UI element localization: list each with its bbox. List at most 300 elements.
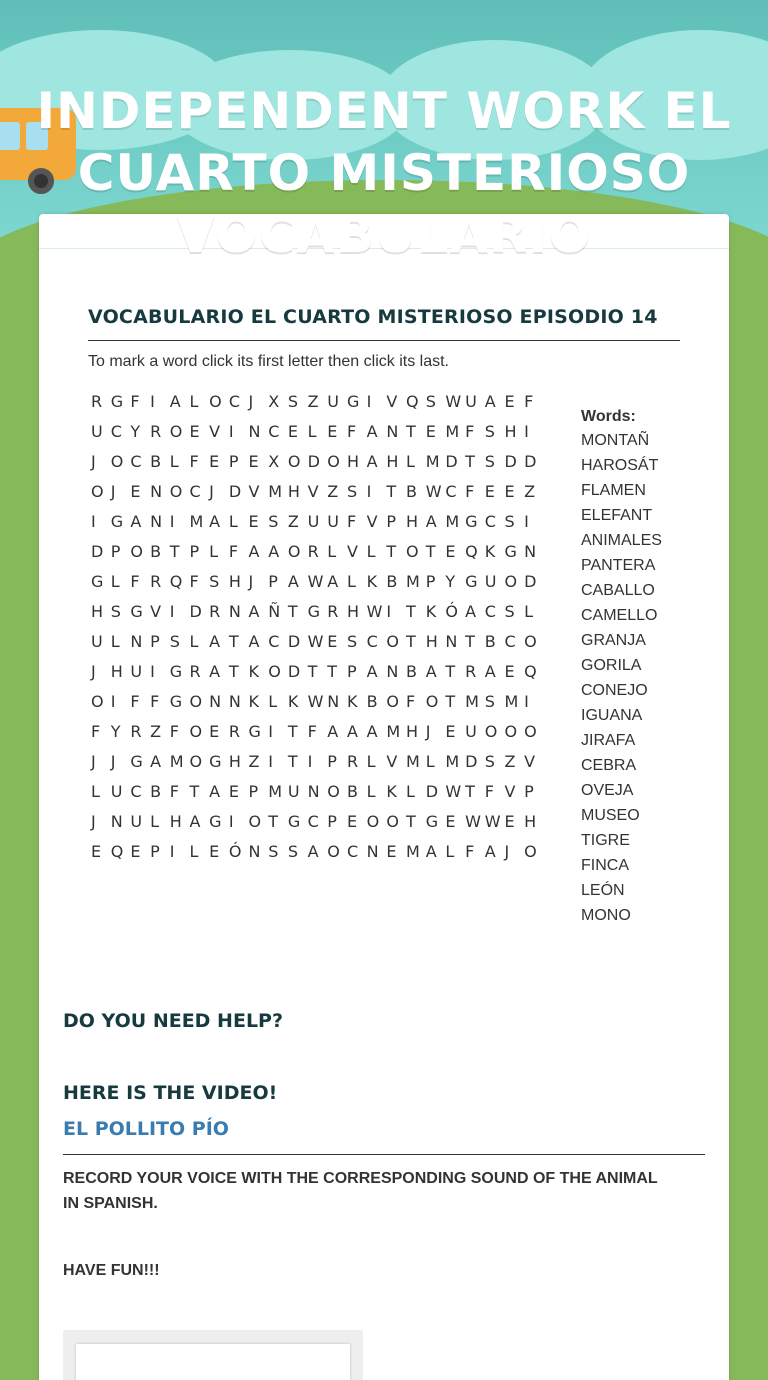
- grid-letter[interactable]: I: [307, 752, 313, 771]
- grid-letter[interactable]: T: [406, 632, 416, 651]
- grid-letter[interactable]: F: [228, 542, 239, 561]
- grid-letter[interactable]: N: [307, 782, 320, 801]
- grid-letter[interactable]: L: [327, 542, 337, 561]
- grid-letter[interactable]: K: [287, 692, 299, 711]
- grid-letter[interactable]: D: [307, 452, 320, 471]
- grid-letter[interactable]: J: [91, 752, 96, 771]
- grid-letter[interactable]: J: [110, 482, 116, 501]
- grid-letter[interactable]: H: [287, 482, 300, 501]
- grid-letter[interactable]: T: [386, 482, 397, 501]
- grid-letter[interactable]: B: [484, 632, 496, 651]
- grid-letter[interactable]: E: [445, 542, 456, 561]
- grid-letter[interactable]: W: [425, 482, 442, 501]
- grid-letter[interactable]: H: [386, 452, 399, 471]
- grid-letter[interactable]: S: [504, 512, 515, 531]
- grid-letter[interactable]: E: [91, 842, 102, 861]
- grid-letter[interactable]: O: [209, 392, 222, 411]
- grid-letter[interactable]: A: [169, 392, 181, 411]
- grid-letter[interactable]: S: [484, 422, 495, 441]
- grid-letter[interactable]: E: [228, 782, 239, 801]
- grid-letter[interactable]: A: [366, 662, 378, 681]
- grid-letter[interactable]: G: [425, 812, 439, 831]
- grid-letter[interactable]: C: [445, 482, 457, 501]
- grid-letter[interactable]: N: [386, 662, 399, 681]
- grid-letter[interactable]: C: [268, 422, 280, 441]
- grid-letter[interactable]: O: [524, 842, 537, 861]
- grid-letter[interactable]: T: [189, 782, 200, 801]
- grid-letter[interactable]: A: [268, 542, 280, 561]
- grid-letter[interactable]: A: [307, 842, 319, 861]
- grid-letter[interactable]: K: [484, 542, 496, 561]
- grid-letter[interactable]: A: [465, 602, 477, 621]
- grid-letter[interactable]: E: [445, 722, 456, 741]
- grid-letter[interactable]: M: [406, 752, 420, 771]
- grid-letter[interactable]: G: [91, 572, 104, 591]
- grid-letter[interactable]: S: [504, 602, 515, 621]
- grid-letter[interactable]: F: [484, 782, 494, 801]
- grid-letter[interactable]: O: [189, 692, 203, 711]
- grid-letter[interactable]: S: [268, 842, 279, 861]
- grid-letter[interactable]: O: [169, 482, 183, 501]
- grid-letter[interactable]: F: [130, 572, 140, 591]
- grid-letter[interactable]: D: [524, 452, 537, 471]
- grid-letter[interactable]: H: [91, 602, 104, 621]
- grid-letter[interactable]: I: [268, 752, 273, 771]
- grid-letter[interactable]: M: [268, 782, 282, 801]
- grid-letter[interactable]: I: [110, 692, 116, 711]
- grid-letter[interactable]: T: [445, 662, 456, 681]
- grid-letter[interactable]: N: [248, 422, 261, 441]
- grid-letter[interactable]: O: [130, 542, 143, 561]
- grid-letter[interactable]: Q: [110, 842, 124, 861]
- grid-letter[interactable]: W: [307, 632, 324, 651]
- grid-letter[interactable]: E: [327, 632, 338, 651]
- grid-letter[interactable]: O: [327, 782, 340, 801]
- grid-letter[interactable]: E: [209, 722, 220, 741]
- grid-letter[interactable]: N: [228, 602, 241, 621]
- grid-letter[interactable]: E: [504, 812, 515, 831]
- grid-letter[interactable]: F: [346, 422, 357, 441]
- grid-letter[interactable]: C: [484, 602, 496, 621]
- grid-letter[interactable]: U: [307, 512, 320, 531]
- grid-letter[interactable]: I: [366, 482, 372, 501]
- grid-letter[interactable]: D: [465, 752, 478, 771]
- grid-letter[interactable]: D: [287, 662, 301, 681]
- grid-letter[interactable]: T: [465, 782, 475, 801]
- grid-letter[interactable]: R: [307, 542, 319, 561]
- grid-letter[interactable]: X: [268, 452, 280, 471]
- grid-letter[interactable]: A: [209, 632, 221, 651]
- grid-letter[interactable]: R: [346, 752, 359, 771]
- grid-letter[interactable]: O: [524, 722, 537, 741]
- grid-letter[interactable]: O: [248, 812, 262, 831]
- grid-letter[interactable]: L: [406, 782, 415, 801]
- grid-letter[interactable]: R: [150, 572, 162, 591]
- grid-letter[interactable]: K: [248, 662, 259, 681]
- grid-letter[interactable]: O: [287, 452, 301, 471]
- grid-letter[interactable]: R: [209, 602, 221, 621]
- grid-letter[interactable]: P: [327, 752, 337, 771]
- grid-letter[interactable]: P: [425, 572, 436, 591]
- grid-letter[interactable]: T: [287, 722, 298, 741]
- grid-letter[interactable]: X: [268, 392, 280, 411]
- grid-letter[interactable]: U: [465, 392, 477, 411]
- grid-letter[interactable]: P: [150, 632, 160, 651]
- grid-letter[interactable]: G: [209, 812, 222, 831]
- grid-letter[interactable]: G: [169, 662, 183, 681]
- grid-letter[interactable]: A: [150, 752, 162, 771]
- grid-letter[interactable]: L: [445, 842, 455, 861]
- grid-letter[interactable]: N: [150, 512, 163, 531]
- grid-letter[interactable]: Y: [130, 422, 141, 441]
- grid-letter[interactable]: F: [91, 722, 101, 741]
- grid-letter[interactable]: J: [248, 572, 254, 591]
- grid-letter[interactable]: V: [150, 602, 162, 621]
- grid-letter[interactable]: Y: [445, 572, 456, 591]
- grid-letter[interactable]: A: [425, 512, 437, 531]
- grid-letter[interactable]: O: [504, 722, 518, 741]
- grid-letter[interactable]: F: [346, 512, 357, 531]
- grid-letter[interactable]: C: [484, 512, 496, 531]
- grid-letter[interactable]: A: [248, 542, 260, 561]
- grid-letter[interactable]: U: [327, 512, 339, 531]
- grid-letter[interactable]: H: [504, 422, 517, 441]
- grid-letter[interactable]: F: [150, 692, 160, 711]
- grid-letter[interactable]: W: [445, 782, 462, 801]
- grid-letter[interactable]: T: [228, 632, 239, 651]
- grid-letter[interactable]: G: [465, 512, 478, 531]
- grid-letter[interactable]: O: [425, 692, 439, 711]
- grid-letter[interactable]: Z: [504, 752, 516, 771]
- grid-letter[interactable]: T: [327, 662, 338, 681]
- grid-letter[interactable]: O: [327, 842, 340, 861]
- grid-letter[interactable]: P: [248, 782, 259, 801]
- grid-letter[interactable]: N: [248, 842, 261, 861]
- grid-letter[interactable]: R: [91, 392, 103, 411]
- grid-letter[interactable]: L: [189, 632, 199, 651]
- grid-letter[interactable]: F: [130, 392, 140, 411]
- grid-letter[interactable]: O: [110, 452, 124, 471]
- grid-letter[interactable]: J: [209, 482, 214, 501]
- grid-letter[interactable]: M: [406, 572, 420, 591]
- grid-letter[interactable]: W: [307, 572, 324, 591]
- grid-letter[interactable]: M: [189, 512, 204, 531]
- grid-letter[interactable]: J: [91, 812, 96, 831]
- grid-letter[interactable]: A: [130, 512, 142, 531]
- grid-letter[interactable]: H: [425, 632, 438, 651]
- grid-letter[interactable]: O: [366, 812, 380, 831]
- grid-letter[interactable]: T: [287, 752, 298, 771]
- grid-letter[interactable]: C: [228, 392, 240, 411]
- grid-letter[interactable]: E: [425, 422, 436, 441]
- grid-letter[interactable]: G: [248, 722, 261, 741]
- grid-letter[interactable]: U: [465, 722, 477, 741]
- grid-letter[interactable]: N: [150, 482, 163, 501]
- grid-letter[interactable]: T: [268, 812, 278, 831]
- grid-letter[interactable]: B: [406, 482, 417, 501]
- grid-letter[interactable]: C: [346, 842, 359, 861]
- grid-letter[interactable]: M: [445, 752, 460, 771]
- grid-letter[interactable]: B: [150, 782, 162, 801]
- grid-letter[interactable]: F: [169, 782, 179, 801]
- grid-letter[interactable]: L: [169, 452, 179, 471]
- grid-letter[interactable]: E: [504, 392, 515, 411]
- grid-letter[interactable]: G: [110, 392, 124, 411]
- grid-letter[interactable]: W: [307, 692, 324, 711]
- grid-letter[interactable]: U: [130, 662, 143, 681]
- grid-letter[interactable]: L: [228, 512, 238, 531]
- wordsearch-grid[interactable]: [91, 390, 544, 870]
- grid-letter[interactable]: G: [307, 602, 320, 621]
- grid-letter[interactable]: T: [406, 812, 416, 831]
- grid-letter[interactable]: K: [366, 572, 378, 591]
- grid-letter[interactable]: F: [465, 482, 475, 501]
- recorder-panel[interactable]: [76, 1344, 350, 1380]
- grid-letter[interactable]: E: [346, 812, 358, 831]
- grid-letter[interactable]: B: [386, 572, 398, 591]
- grid-letter[interactable]: F: [130, 692, 140, 711]
- grid-letter[interactable]: I: [524, 422, 529, 441]
- grid-letter[interactable]: A: [189, 812, 201, 831]
- grid-letter[interactable]: E: [248, 452, 259, 471]
- grid-letter[interactable]: V: [248, 482, 260, 501]
- grid-letter[interactable]: G: [110, 512, 124, 531]
- grid-letter[interactable]: N: [209, 692, 222, 711]
- grid-letter[interactable]: M: [465, 692, 479, 711]
- grid-letter[interactable]: A: [248, 632, 260, 651]
- grid-letter[interactable]: O: [327, 452, 340, 471]
- grid-letter[interactable]: S: [484, 752, 495, 771]
- grid-letter[interactable]: D: [287, 632, 301, 651]
- grid-letter[interactable]: O: [484, 722, 498, 741]
- grid-letter[interactable]: L: [346, 572, 356, 591]
- grid-letter[interactable]: T: [228, 662, 239, 681]
- grid-letter[interactable]: L: [91, 782, 100, 801]
- grid-letter[interactable]: O: [189, 752, 203, 771]
- grid-letter[interactable]: N: [386, 422, 399, 441]
- grid-letter[interactable]: P: [327, 812, 337, 831]
- grid-letter[interactable]: R: [228, 722, 240, 741]
- grid-letter[interactable]: J: [91, 662, 96, 681]
- grid-letter[interactable]: D: [445, 452, 458, 471]
- grid-letter[interactable]: Q: [169, 572, 183, 591]
- grid-letter[interactable]: P: [228, 452, 239, 471]
- grid-letter[interactable]: I: [386, 602, 392, 621]
- grid-letter[interactable]: U: [484, 572, 497, 591]
- grid-letter[interactable]: I: [169, 602, 175, 621]
- grid-letter[interactable]: T: [445, 692, 456, 711]
- grid-letter[interactable]: E: [130, 842, 141, 861]
- grid-letter[interactable]: L: [110, 572, 120, 591]
- grid-letter[interactable]: L: [150, 812, 159, 831]
- grid-letter[interactable]: L: [425, 752, 435, 771]
- grid-letter[interactable]: B: [406, 662, 417, 681]
- grid-letter[interactable]: R: [189, 662, 201, 681]
- grid-letter[interactable]: S: [287, 392, 299, 411]
- grid-letter[interactable]: M: [445, 422, 460, 441]
- grid-letter[interactable]: A: [346, 722, 358, 741]
- grid-letter[interactable]: C: [268, 632, 280, 651]
- grid-letter[interactable]: E: [445, 812, 456, 831]
- grid-letter[interactable]: A: [484, 842, 496, 861]
- grid-letter[interactable]: T: [169, 542, 180, 561]
- grid-letter[interactable]: G: [209, 752, 222, 771]
- grid-letter[interactable]: O: [504, 572, 518, 591]
- grid-letter[interactable]: A: [425, 842, 437, 861]
- grid-letter[interactable]: R: [130, 722, 142, 741]
- grid-letter[interactable]: E: [209, 452, 220, 471]
- grid-letter[interactable]: W: [465, 812, 481, 831]
- grid-letter[interactable]: F: [169, 722, 179, 741]
- grid-letter[interactable]: G: [130, 602, 143, 621]
- grid-letter[interactable]: P: [346, 662, 357, 681]
- grid-letter[interactable]: A: [209, 782, 221, 801]
- video-link[interactable]: EL POLLITO PÍO: [63, 1118, 229, 1140]
- grid-letter[interactable]: F: [189, 452, 199, 471]
- voice-recorder[interactable]: [63, 1330, 363, 1380]
- grid-letter[interactable]: I: [150, 392, 155, 411]
- grid-letter[interactable]: L: [366, 782, 376, 801]
- grid-letter[interactable]: S: [346, 632, 358, 651]
- grid-letter[interactable]: N: [228, 692, 241, 711]
- grid-letter[interactable]: B: [150, 452, 162, 471]
- grid-letter[interactable]: Z: [150, 722, 162, 741]
- grid-letter[interactable]: C: [504, 632, 516, 651]
- grid-letter[interactable]: L: [189, 842, 199, 861]
- grid-letter[interactable]: R: [150, 422, 162, 441]
- grid-letter[interactable]: M: [169, 752, 184, 771]
- grid-letter[interactable]: T: [386, 542, 397, 561]
- grid-letter[interactable]: J: [425, 722, 431, 741]
- grid-letter[interactable]: Q: [465, 542, 478, 561]
- grid-letter[interactable]: L: [406, 452, 415, 471]
- grid-letter[interactable]: F: [465, 422, 475, 441]
- grid-letter[interactable]: U: [91, 422, 103, 441]
- grid-letter[interactable]: D: [228, 482, 242, 501]
- grid-letter[interactable]: O: [169, 422, 183, 441]
- grid-letter[interactable]: L: [209, 542, 219, 561]
- grid-letter[interactable]: V: [386, 752, 398, 771]
- grid-letter[interactable]: Z: [248, 752, 260, 771]
- grid-letter[interactable]: I: [524, 512, 529, 531]
- grid-letter[interactable]: S: [484, 452, 495, 471]
- grid-letter[interactable]: N: [445, 632, 458, 651]
- grid-letter[interactable]: C: [189, 482, 201, 501]
- grid-letter[interactable]: J: [504, 842, 510, 861]
- grid-letter[interactable]: H: [346, 452, 359, 471]
- grid-letter[interactable]: O: [524, 632, 537, 651]
- grid-letter[interactable]: M: [445, 512, 460, 531]
- grid-letter[interactable]: N: [327, 692, 340, 711]
- grid-letter[interactable]: O: [189, 722, 203, 741]
- grid-letter[interactable]: E: [287, 422, 298, 441]
- grid-letter[interactable]: D: [524, 572, 537, 591]
- grid-letter[interactable]: U: [91, 632, 103, 651]
- grid-letter[interactable]: V: [209, 422, 221, 441]
- grid-letter[interactable]: M: [406, 842, 420, 861]
- grid-letter[interactable]: G: [130, 752, 143, 771]
- grid-letter[interactable]: E: [386, 842, 397, 861]
- grid-letter[interactable]: N: [366, 842, 379, 861]
- grid-letter[interactable]: U: [130, 812, 143, 831]
- grid-letter[interactable]: Z: [307, 392, 319, 411]
- grid-letter[interactable]: L: [366, 752, 376, 771]
- grid-letter[interactable]: S: [110, 602, 121, 621]
- grid-letter[interactable]: C: [130, 452, 142, 471]
- grid-letter[interactable]: V: [386, 392, 398, 411]
- grid-letter[interactable]: U: [110, 782, 123, 801]
- grid-letter[interactable]: H: [110, 662, 123, 681]
- grid-letter[interactable]: I: [228, 812, 234, 831]
- grid-letter[interactable]: I: [366, 392, 372, 411]
- grid-letter[interactable]: N: [110, 812, 123, 831]
- grid-letter[interactable]: J: [91, 452, 96, 471]
- grid-letter[interactable]: D: [91, 542, 104, 561]
- grid-letter[interactable]: I: [91, 512, 96, 531]
- grid-letter[interactable]: T: [465, 632, 475, 651]
- grid-letter[interactable]: T: [465, 452, 475, 471]
- grid-letter[interactable]: A: [327, 572, 339, 591]
- grid-letter[interactable]: N: [524, 542, 537, 561]
- grid-letter[interactable]: Ñ: [268, 602, 281, 621]
- grid-letter[interactable]: R: [327, 602, 339, 621]
- grid-letter[interactable]: P: [189, 542, 200, 561]
- grid-letter[interactable]: J: [110, 752, 116, 771]
- grid-letter[interactable]: O: [386, 692, 399, 711]
- grid-letter[interactable]: M: [504, 692, 519, 711]
- grid-letter[interactable]: A: [484, 392, 496, 411]
- grid-letter[interactable]: D: [425, 782, 439, 801]
- grid-letter[interactable]: L: [189, 392, 199, 411]
- grid-letter[interactable]: G: [346, 392, 360, 411]
- grid-letter[interactable]: T: [307, 662, 318, 681]
- grid-letter[interactable]: T: [287, 602, 298, 621]
- grid-letter[interactable]: T: [406, 602, 416, 621]
- grid-letter[interactable]: H: [524, 812, 537, 831]
- grid-letter[interactable]: A: [425, 662, 437, 681]
- grid-letter[interactable]: Q: [524, 662, 537, 681]
- grid-letter[interactable]: G: [169, 692, 183, 711]
- grid-letter[interactable]: I: [228, 422, 234, 441]
- grid-letter[interactable]: T: [406, 422, 416, 441]
- grid-letter[interactable]: F: [524, 392, 534, 411]
- grid-letter[interactable]: C: [130, 782, 142, 801]
- grid-letter[interactable]: W: [445, 392, 462, 411]
- grid-letter[interactable]: P: [150, 842, 160, 861]
- grid-letter[interactable]: F: [189, 572, 199, 591]
- grid-letter[interactable]: L: [307, 422, 317, 441]
- grid-letter[interactable]: W: [484, 812, 501, 831]
- grid-letter[interactable]: M: [268, 482, 282, 501]
- grid-letter[interactable]: E: [130, 482, 141, 501]
- grid-letter[interactable]: P: [110, 542, 121, 561]
- grid-letter[interactable]: H: [228, 752, 241, 771]
- grid-letter[interactable]: A: [366, 422, 378, 441]
- grid-letter[interactable]: M: [386, 722, 401, 741]
- grid-letter[interactable]: M: [425, 452, 440, 471]
- grid-letter[interactable]: G: [504, 542, 517, 561]
- grid-letter[interactable]: B: [150, 542, 162, 561]
- grid-letter[interactable]: K: [425, 602, 437, 621]
- grid-letter[interactable]: S: [209, 572, 220, 591]
- grid-letter[interactable]: D: [504, 452, 517, 471]
- grid-letter[interactable]: I: [150, 662, 155, 681]
- grid-letter[interactable]: T: [425, 542, 436, 561]
- grid-letter[interactable]: H: [169, 812, 182, 831]
- grid-letter[interactable]: E: [504, 482, 515, 501]
- grid-letter[interactable]: S: [287, 842, 299, 861]
- grid-letter[interactable]: L: [366, 542, 376, 561]
